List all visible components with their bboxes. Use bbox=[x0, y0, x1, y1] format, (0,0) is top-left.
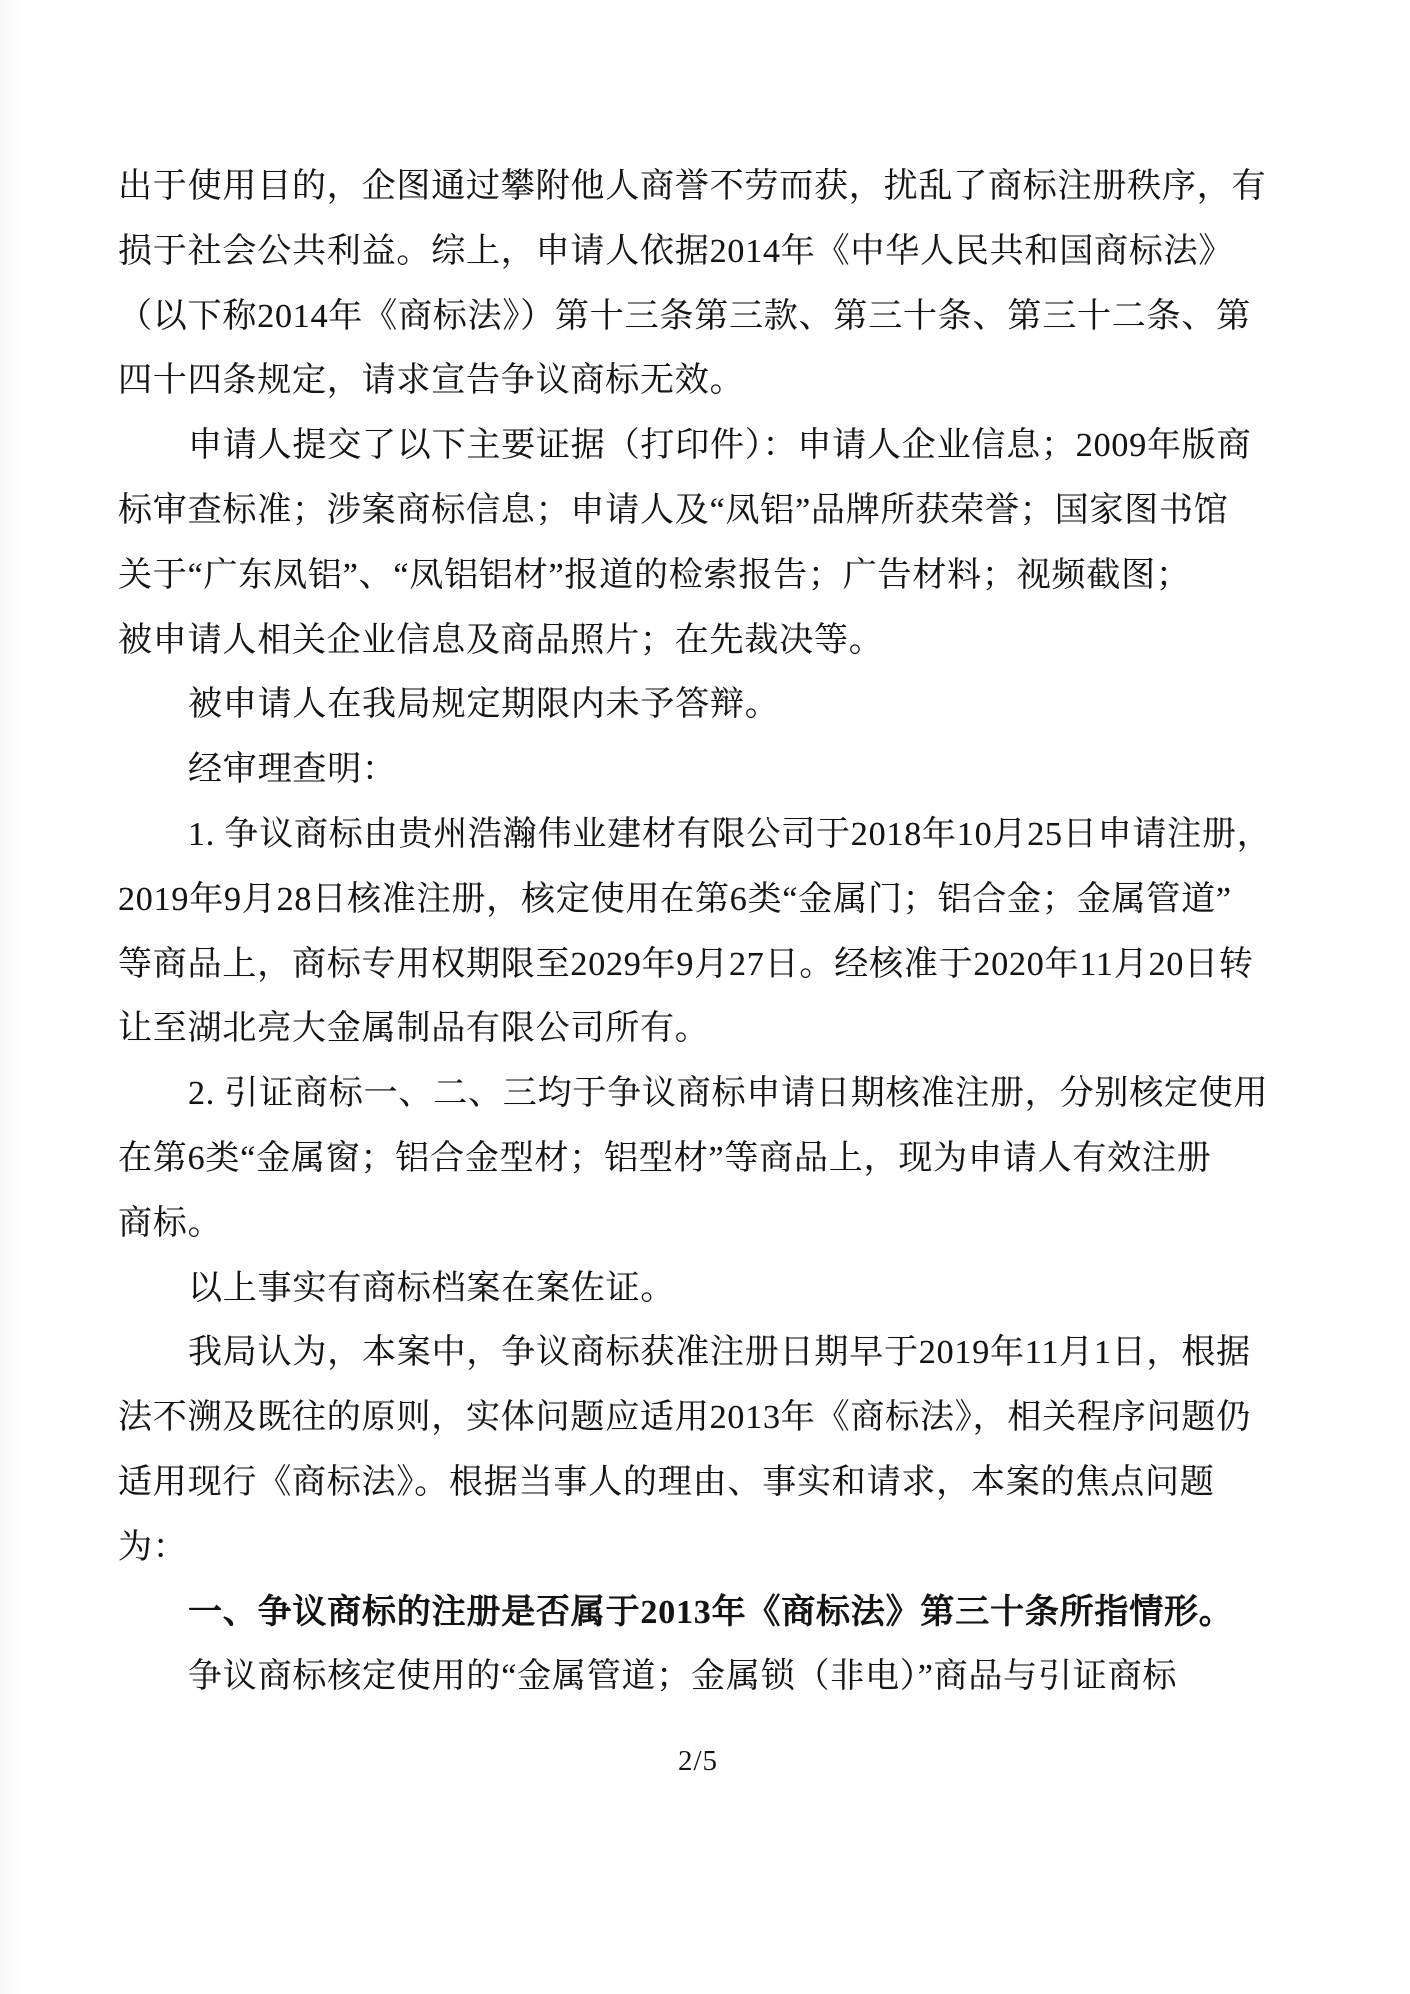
text-line: 等商品上，商标专用权期限至2029年9月27日。经核准于2020年11月20日转 bbox=[118, 945, 1254, 983]
text-line: 2. 引证商标一、二、三均于争议商标申请日期核准注册，分别核定使用 bbox=[188, 1075, 1269, 1113]
text-line: 2019年9月28日核准注册，核定使用在第6类“金属门；铝合金；金属管道” bbox=[118, 880, 1232, 918]
page-number: 2/5 bbox=[677, 1745, 719, 1777]
text-line: 关于“广东凤铝”、“凤铝铝材”报道的检索报告；广告材料；视频截图； bbox=[118, 556, 1191, 594]
text-line: 我局认为，本案中，争议商标获准注册日期早于2019年11月1日，根据 bbox=[188, 1334, 1251, 1372]
focus-issue-heading: 一、争议商标的注册是否属于2013年《商标法》第三十条所指情形。 bbox=[188, 1593, 1234, 1631]
text-line: 商标。 bbox=[118, 1204, 223, 1242]
text-line: 让至湖北亮大金属制品有限公司所有。 bbox=[118, 1010, 710, 1048]
text-line: 被申请人相关企业信息及商品照片；在先裁决等。 bbox=[118, 621, 884, 659]
text-line: 1. 争议商标由贵州浩瀚伟业建材有限公司于2018年10月25日申请注册， bbox=[188, 815, 1272, 853]
text-line: 申请人提交了以下主要证据（打印件）：申请人企业信息；2009年版商 bbox=[188, 427, 1252, 465]
text-line: 在第6类“金属窗；铝合金型材；铝型材”等商品上，现为申请人有效注册 bbox=[118, 1139, 1212, 1177]
document-text-block bbox=[118, 155, 1308, 1710]
text-line: 争议商标核定使用的“金属管道；金属锁（非电）”商品与引证商标 bbox=[188, 1658, 1178, 1696]
text-line: 损于社会公共利益。综上，申请人依据2014年《中华人民共和国商标法》 bbox=[118, 232, 1234, 270]
text-line: 出于使用目的，企图通过攀附他人商誉不劳而获，扰乱了商标注册秩序，有 bbox=[118, 168, 1267, 205]
text-line: 被申请人在我局规定期限内未予答辩。 bbox=[188, 686, 780, 724]
text-line: 经审理查明： bbox=[188, 751, 397, 789]
text-line: 为： bbox=[118, 1528, 188, 1566]
text-line: 法不溯及既往的原则，实体问题应适用2013年《商标法》，相关程序问题仍 bbox=[118, 1399, 1251, 1437]
text-line: 四十四条规定，请求宣告争议商标无效。 bbox=[118, 362, 745, 400]
text-line: （以下称2014年《商标法》）第十三条第三款、第三十条、第三十二条、第 bbox=[118, 297, 1251, 335]
text-line: 适用现行《商标法》。根据当事人的理由、事实和请求，本案的焦点问题 bbox=[118, 1463, 1215, 1501]
text-line: 以上事实有商标档案在案佐证。 bbox=[188, 1269, 676, 1307]
text-line: 标审查标准；涉案商标信息；申请人及“凤铝”品牌所获荣誉；国家图书馆 bbox=[118, 491, 1229, 529]
